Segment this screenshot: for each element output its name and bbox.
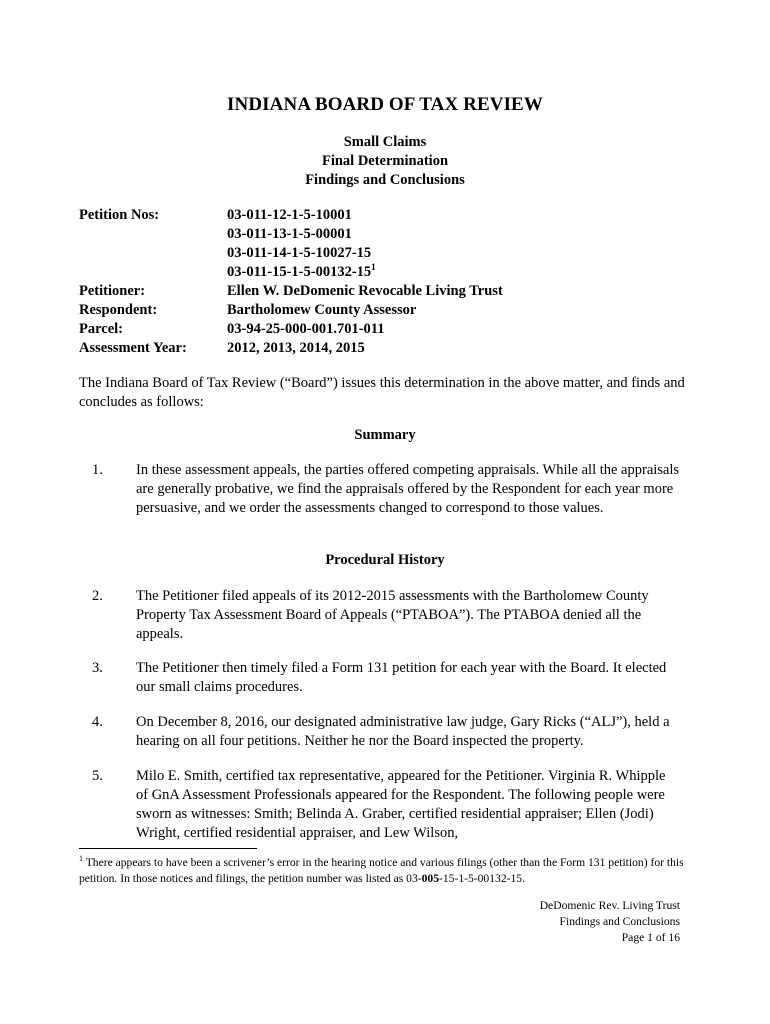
petition-number-4-text: 03-011-15-1-5-00132-15 <box>227 264 372 280</box>
petition-label: Petition Nos: <box>79 207 160 223</box>
paragraph-number: 3. <box>92 660 103 676</box>
subtitle-small-claims: Small Claims <box>343 134 427 150</box>
petition-number-2: 03-011-13-1-5-00001 <box>227 226 352 242</box>
footer-doc-title: Findings and Conclusions <box>559 915 680 928</box>
footnote-divider <box>79 848 257 849</box>
paragraph-text: In these assessment appeals, the parties offered competing appraisals. While all the appraisals are generally probative, we find the appraisals offered by the Respondent for each year more persuasive, and we order the assessments changed to correspond to those values. <box>136 462 680 516</box>
respondent-value: Bartholomew County Assessor <box>227 302 417 318</box>
subtitle-findings: Findings and Conclusions <box>305 172 465 188</box>
footnote-text-after: -15-1-5-00132-15. <box>439 872 525 885</box>
paragraph-text: Milo E. Smith, certified tax representative, appeared for the Petitioner. Virginia R. Whipple of GnA Assessment Professionals appeared for the Respondent. The following people were sworn as witnesses: Smith; Belinda A. Graber, certified residential appraiser; Ellen (Jodi) Wright, certified residential appraiser, and Lew Wilson, <box>136 768 666 841</box>
paragraph-text: The Petitioner filed appeals of its 2012-2015 assessments with the Bartholomew County Property Tax Assessment Board of Appeals (“PTABOA”). The PTABOA denied all the appeals. <box>136 588 649 642</box>
petition-number-1: 03-011-12-1-5-10001 <box>227 207 352 223</box>
paragraph-number: 2. <box>92 588 103 604</box>
footer-case-name: DeDomenic Rev. Living Trust <box>539 899 680 912</box>
paragraph-text: The Petitioner then timely filed a Form 131 petition for each year with the Board. It elected our small claims procedures. <box>136 660 667 695</box>
paragraph-number: 5. <box>92 768 103 784</box>
parcel-value: 03-94-25-000-001.701-011 <box>227 321 385 337</box>
paragraph-text: On December 8, 2016, our designated administrative law judge, Gary Ricks (“ALJ”), held a hearing on all four petitions. Neither he nor the Board inspected the property. <box>136 714 670 749</box>
footnote-marker: 1 <box>79 854 83 864</box>
page-title: INDIANA BOARD OF TAX REVIEW <box>227 94 543 115</box>
petitioner-value: Ellen W. DeDomenic Revocable Living Trust <box>227 283 503 299</box>
paragraph-number: 4. <box>92 714 103 730</box>
footnote <box>79 855 689 887</box>
footnote-text-before: There appears to have been a scrivener’s error in the hearing notice and various filings (other than the Form 131 petition) for this petition. In those notices and filings, the petition number was listed as 03- <box>79 856 684 885</box>
footnote-text-bold: 005 <box>421 872 439 885</box>
procedural-history-heading: Procedural History <box>325 552 445 568</box>
paragraph-number: 1. <box>92 462 103 478</box>
respondent-label: Respondent: <box>79 302 158 318</box>
petitioner-label: Petitioner: <box>79 283 146 299</box>
petition-number-4 <box>227 264 376 281</box>
footnote-ref: 1 <box>371 262 376 273</box>
parcel-label: Parcel: <box>79 321 124 337</box>
intro-paragraph: The Indiana Board of Tax Review (“Board”) issues this determination in the above matter, and finds and concludes as follows: <box>79 375 685 410</box>
petition-number-3: 03-011-14-1-5-10027-15 <box>227 245 372 261</box>
subtitle-final-determination: Final Determination <box>321 153 449 169</box>
summary-heading: Summary <box>354 427 416 443</box>
footer-page-number: Page 1 of 16 <box>621 931 680 944</box>
assessment-year-label: Assessment Year: <box>79 340 187 356</box>
assessment-year-value: 2012, 2013, 2014, 2015 <box>227 340 365 356</box>
